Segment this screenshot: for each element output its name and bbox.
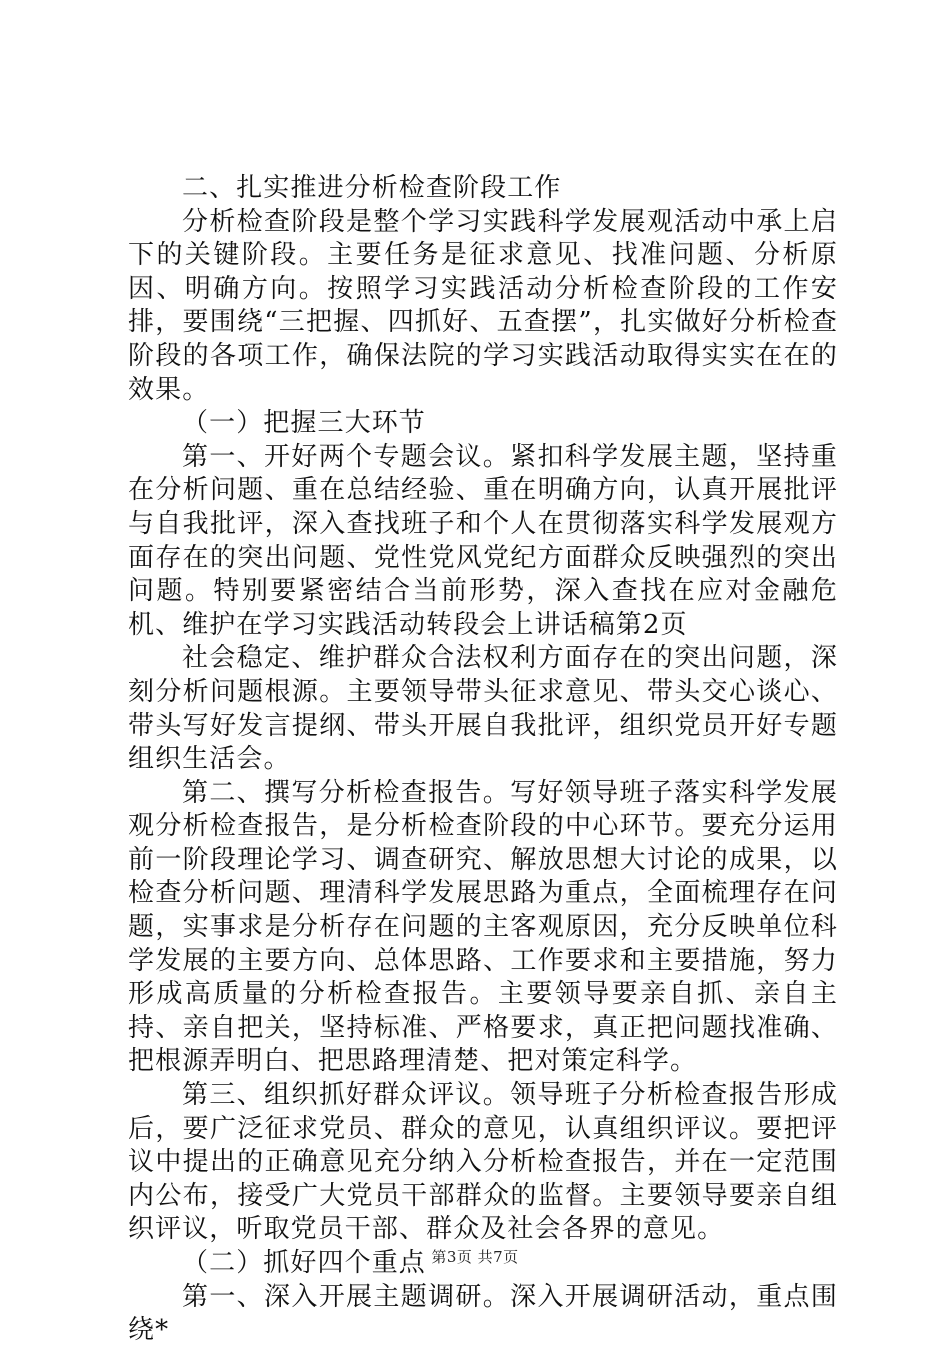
subsection-heading: （二）抓好四个重点 (182, 1248, 426, 1278)
paragraph: 第二、撰写分析检查报告。写好领导班子落实科学发展观分析检查报告，是分析检查阶段的中心环节。要充分运用前一阶段理论学习、调查研究、解放思想大讨论的成果，以检查分析问题、理清科学发展思路为重点，全面梳理存在问题，实事求是分析存在问题的主客观原因，充分反映单位科学发展的主要方向、总体思路、工作要求和主要措施，努力形成高质量的分析检查报告。主要领导要亲自抓、亲自主持、亲自把关，坚持标准、严格要求，真正把问题找准确、把根源弄明白、把思路理清楚、把对策定科学。 (128, 777, 838, 1077)
paragraph: 第一、深入开展主题调研。深入开展调研活动，重点围绕* (128, 1281, 838, 1346)
section-heading: 二、扎实推进分析检查阶段工作 (182, 173, 562, 203)
page-footer: 第3页 共7页 (431, 1248, 519, 1266)
document-body (128, 172, 838, 1348)
paragraph: 社会稳定、维护群众合法权利方面存在的突出问题，深刻分析问题根源。主要领导带头征求意见、带头交心谈心、带头写好发言提纲、带头开展自我批评，组织党员开好专题组织生活会。 (128, 643, 838, 775)
paragraph: 分析检查阶段是整个学习实践科学发展观活动中承上启下的关键阶段。主要任务是征求意见、找准问题、分析原因、明确方向。按照学习实践活动分析检查阶段的工作安排，要围绕“三把握、四抓好、五查摆”，扎实做好分析检查阶段的各项工作，确保法院的学习实践活动取得实实在在的效果。 (128, 206, 838, 405)
paragraph: 第三、组织抓好群众评议。领导班子分析检查报告形成后，要广泛征求党员、群众的意见，认真组织评议。要把评议中提出的正确意见充分纳入分析检查报告，并在一定范围内公布，接受广大党员干部群众的监督。主要领导要亲自组织评议，听取党员干部、群众及社会各界的意见。 (128, 1080, 838, 1245)
paragraph: 第一、开好两个专题会议。紧扣科学发展主题，坚持重在分析问题、重在总结经验、重在明确方向，认真开展批评与自我批评，深入查找班子和个人在贯彻落实科学发展观方面存在的突出问题、党性党风党纪方面群众反映强烈的突出问题。特别要紧密结合当前形势，深入查找在应对金融危机、维护在学习实践活动转段会上讲话稿第2页 (128, 441, 838, 640)
subsection-heading: （一）把握三大环节 (182, 408, 426, 439)
